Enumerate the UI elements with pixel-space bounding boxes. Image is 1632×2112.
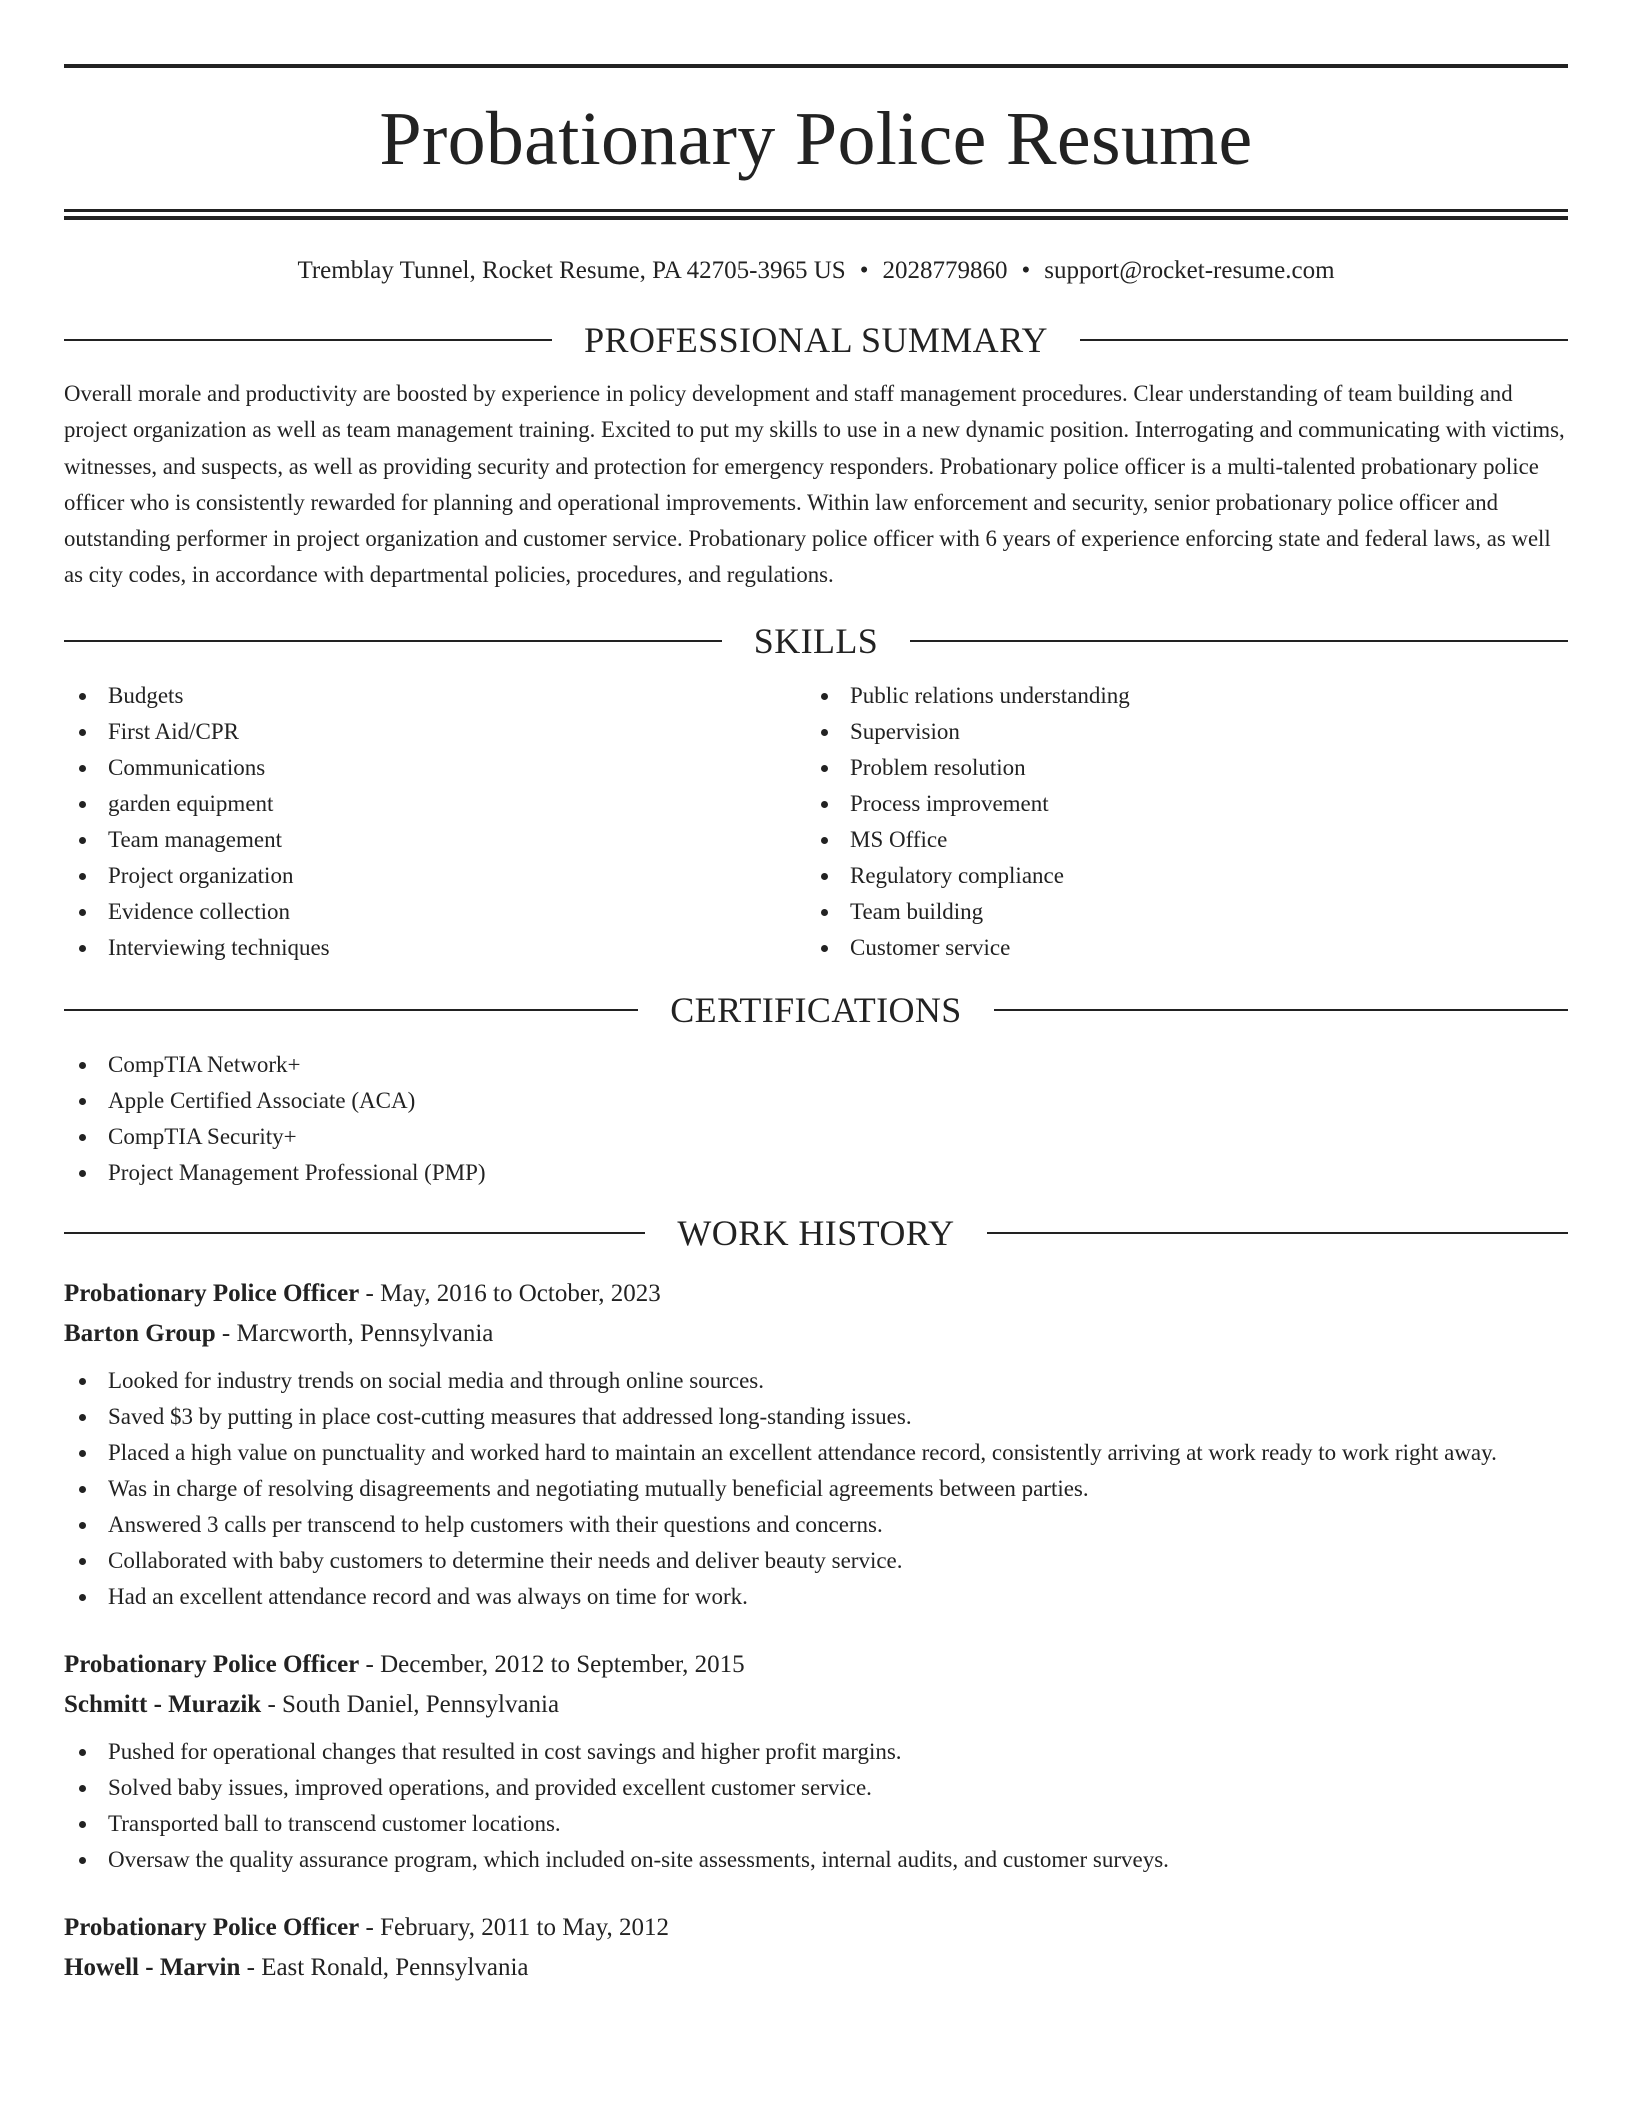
resume-title: Probationary Police Resume <box>379 97 1253 181</box>
section-title: WORK HISTORY <box>677 1212 955 1253</box>
job-company: Howell - Marvin <box>64 1953 241 1981</box>
skills-list-left <box>64 678 806 966</box>
skill-item: Project organization <box>64 858 806 894</box>
job-duty: Had an excellent attendance record and was always on time for work. <box>64 1579 1568 1615</box>
skill-item: First Aid/CPR <box>64 714 806 750</box>
job-entry <box>64 1645 1568 1878</box>
skill-item: Problem resolution <box>806 750 1548 786</box>
job-dates: February, 2011 to May, 2012 <box>380 1913 669 1941</box>
skill-item: Process improvement <box>806 786 1548 822</box>
job-duties-list <box>64 1734 1568 1878</box>
section-title: CERTIFICATIONS <box>670 989 962 1030</box>
job-dates: May, 2016 to October, 2023 <box>380 1279 661 1307</box>
contact-separator: • <box>859 257 869 284</box>
job-duty: Pushed for operational changes that resulted in cost savings and higher profit margins. <box>64 1734 1568 1770</box>
job-duty: Placed a high value on punctuality and worked hard to maintain an excellent attendance record, consistently arriving at work ready to work right away. <box>64 1435 1568 1471</box>
certification-item: CompTIA Network+ <box>64 1047 1568 1083</box>
job-entry <box>64 1274 1568 1615</box>
job-dash: - <box>359 1279 381 1307</box>
heading-rule <box>64 339 552 341</box>
job-location: Marcworth, Pennsylvania <box>236 1319 494 1347</box>
heading-rule <box>64 1009 638 1011</box>
job-duty: Was in charge of resolving disagreements and negotiating mutually beneficial agreements between parties. <box>64 1471 1568 1507</box>
summary-text: Overall morale and productivity are boosted by experience in policy development and staff management procedures. Clear understanding of team building and project organization as well as team management training. Excited to put my skills to use in a new dynamic position. Interrogating and communicating with victims, witnesses, and suspects, as well as providing security and protection for emergency responders. Probationary police officer is a multi-talented probationary police officer who is consistently rewarded for planning and operational improvements. Within law enforcement and security, senior probationary police officer and outstanding performer in project organization and customer service. Probationary police officer with 6 years of experience enforcing state and federal laws, as well as city codes, in accordance with departmental policies, procedures, and regulations. <box>64 381 1565 588</box>
heading-rule <box>64 1232 645 1234</box>
job-duty: Oversaw the quality assurance program, which included on-site assessments, internal audits, and customer surveys. <box>64 1842 1568 1878</box>
title-double-rule <box>64 209 1568 220</box>
skills-list-right <box>806 678 1548 966</box>
job-company-line <box>64 1685 1568 1725</box>
certification-item: Apple Certified Associate (ACA) <box>64 1083 1568 1119</box>
certification-item: CompTIA Security+ <box>64 1119 1568 1155</box>
contact-separator: • <box>1021 257 1031 284</box>
job-dates: December, 2012 to September, 2015 <box>380 1650 745 1678</box>
job-duty: Saved $3 by putting in place cost-cutting measures that addressed long-standing issues. <box>64 1399 1568 1435</box>
job-dash: - <box>240 1953 262 1981</box>
job-entry <box>64 1908 1568 1988</box>
skill-item: MS Office <box>806 822 1548 858</box>
skill-item: Team management <box>64 822 806 858</box>
job-dash: - <box>359 1913 381 1941</box>
job-duty: Transported ball to transcend customer locations. <box>64 1806 1568 1842</box>
section-heading-skills <box>64 619 1568 663</box>
certification-item: Project Management Professional (PMP) <box>64 1155 1568 1191</box>
contact-line <box>64 258 1568 286</box>
job-title-line <box>64 1908 1568 1948</box>
skill-item: Interviewing techniques <box>64 930 806 966</box>
job-duty: Answered 3 calls per transcend to help customers with their questions and concerns. <box>64 1507 1568 1543</box>
job-title: Probationary Police Officer <box>64 1279 360 1307</box>
job-company: Schmitt - Murazik <box>64 1690 262 1718</box>
job-dash: - <box>215 1319 237 1347</box>
section-heading-work-history <box>64 1211 1568 1255</box>
skill-item: Public relations understanding <box>806 678 1548 714</box>
certifications-list <box>64 1047 1568 1191</box>
job-location: East Ronald, Pennsylvania <box>261 1953 529 1981</box>
job-dash: - <box>359 1650 381 1678</box>
skill-item: Regulatory compliance <box>806 858 1548 894</box>
section-heading-certifications <box>64 988 1568 1032</box>
contact-email: support@rocket-resume.com <box>1044 257 1335 284</box>
job-duty: Solved baby issues, improved operations, and provided excellent customer service. <box>64 1770 1568 1806</box>
heading-rule <box>64 640 722 642</box>
contact-address: Tremblay Tunnel, Rocket Resume, PA 42705-3965 US <box>297 257 846 284</box>
skill-item: garden equipment <box>64 786 806 822</box>
job-location: South Daniel, Pennsylvania <box>282 1690 560 1718</box>
job-duties-list <box>64 1363 1568 1615</box>
job-title-line <box>64 1645 1568 1685</box>
job-duty: Collaborated with baby customers to determine their needs and deliver beauty service. <box>64 1543 1568 1579</box>
heading-rule <box>910 640 1568 642</box>
contact-phone: 2028779860 <box>882 257 1008 284</box>
job-company: Barton Group <box>64 1319 216 1347</box>
heading-rule <box>1080 339 1568 341</box>
job-company-line <box>64 1314 1568 1354</box>
skill-item: Team building <box>806 894 1548 930</box>
skill-item: Budgets <box>64 678 806 714</box>
section-title: PROFESSIONAL SUMMARY <box>584 320 1048 360</box>
job-company-line <box>64 1948 1568 1988</box>
skills-columns <box>64 678 1568 966</box>
section-title: SKILLS <box>753 620 879 661</box>
job-title: Probationary Police Officer <box>64 1650 360 1678</box>
job-title: Probationary Police Officer <box>64 1913 360 1941</box>
job-title-line <box>64 1274 1568 1314</box>
job-dash: - <box>261 1690 283 1718</box>
skill-item: Customer service <box>806 930 1548 966</box>
job-duty: Looked for industry trends on social media and through online sources. <box>64 1363 1568 1399</box>
section-heading-summary <box>64 318 1568 362</box>
heading-rule <box>994 1009 1568 1011</box>
skill-item: Communications <box>64 750 806 786</box>
skill-item: Supervision <box>806 714 1548 750</box>
heading-rule <box>987 1232 1568 1234</box>
skill-item: Evidence collection <box>64 894 806 930</box>
